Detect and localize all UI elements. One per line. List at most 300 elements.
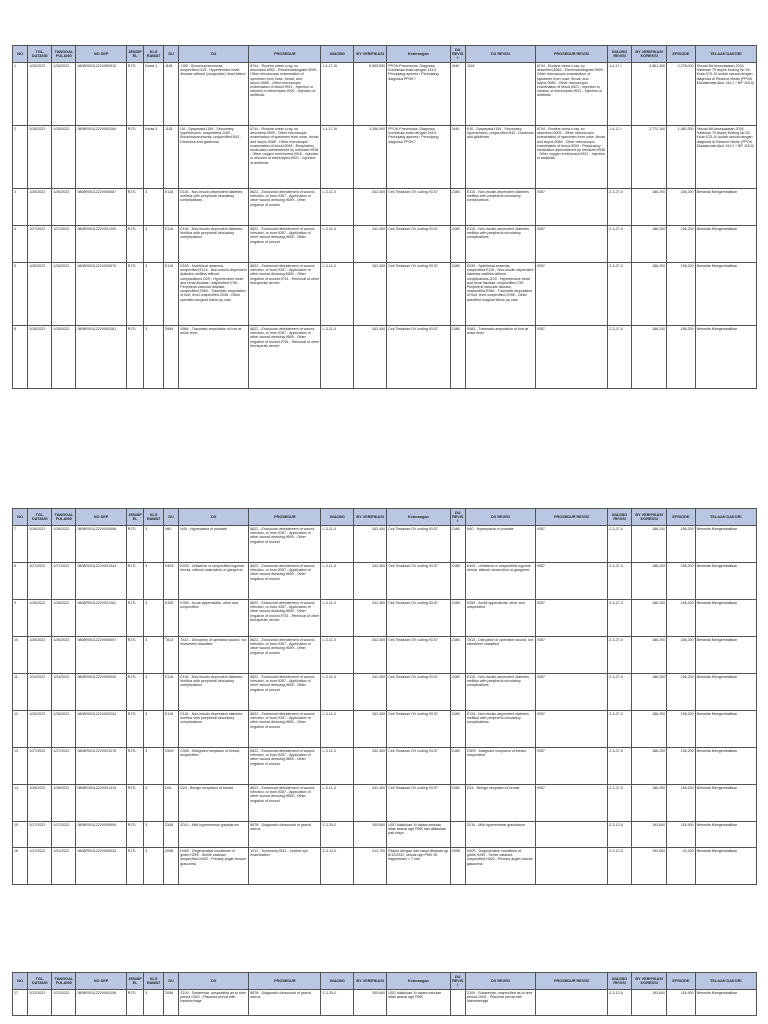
cell-telaah-dakori: Bersedia Mengembalikan <box>695 848 756 885</box>
column-header-no-sep: NO SEP <box>76 509 126 526</box>
cell-prosedur-revisi: 9357 <box>535 226 607 263</box>
cell-tgl-pulang: 1/21/2022 <box>52 848 76 885</box>
column-header-by-verifikasi-koreksi: BY VERIFIKASI KOREKSI <box>632 973 667 990</box>
cell-kls-rawat: 3 <box>144 189 164 226</box>
cell-no-sep: 0808R0011222V000184 <box>76 126 126 189</box>
cell-du-revisi: Z480 <box>450 674 465 711</box>
cell-prosedur: 8622 - Excisional debridement of wound, infection, or burn,9357 - Application of other wound dressing,9659 - Other irrigation of wound <box>249 189 321 226</box>
cell-du: E116 <box>163 189 178 226</box>
cell-no-sep: 0808R0011222V001261 <box>76 600 126 637</box>
cell-by-verifikasi-koreksi: 2,772,100 <box>632 126 667 189</box>
cell-dx: N40 - Hyperplasia of prostate <box>179 526 249 563</box>
cell-tgl-datang: 1/22/2022 <box>28 990 52 1016</box>
cell-inacbg-revisi: J-4-17-I <box>608 63 632 126</box>
cell-tgl-pulang: 1/28/2022 <box>52 600 76 637</box>
header-row <box>13 973 757 990</box>
table-row <box>13 990 757 1016</box>
cell-inacbg: L-3-11-II <box>321 637 354 674</box>
cell-kls-rawat: 3 <box>144 600 164 637</box>
table-row <box>13 748 757 785</box>
cell-telaah-dakori: Bersedia Mengembalikan <box>695 263 756 326</box>
cell-du-revisi: Z480 <box>450 711 465 748</box>
cell-no-sep: 0808R0011222V001292 <box>76 226 126 263</box>
cell-tgl-datang: 1/25/2022 <box>28 711 52 748</box>
cell-inacbg-revisi: Z-3-27-0 <box>608 600 632 637</box>
cell-du: D24 <box>163 785 178 822</box>
cell-by-verifikasi: 6,599,800 <box>354 63 387 126</box>
column-header-du-revisi: DU REVISI <box>450 46 465 63</box>
cell-by-verifikasi: 342,400 <box>354 711 387 748</box>
column-header-by-verifikasi-koreksi: BY VERIFIKASI KOREKSI <box>632 46 667 63</box>
cell-tgl-datang: 1/21/2022 <box>28 848 52 885</box>
cell-kls-rawat: 3 <box>144 637 164 674</box>
cell-du: E116 <box>163 711 178 748</box>
cell-by-verifikasi: 342,400 <box>354 526 387 563</box>
column-header-inacbg-revisi: INACBG REVISI <box>608 46 632 63</box>
cell-du: J181 <box>163 126 178 189</box>
cell-by-verifikasi: 342,400 <box>354 563 387 600</box>
cell-du: N40 <box>163 526 178 563</box>
cell-inacbg-revisi: Z-3-27-0 <box>608 263 632 326</box>
cell-kls-rawat: 3 <box>144 563 164 600</box>
cell-by-verifikasi: 3,396,400 <box>354 126 387 189</box>
cell-prosedur: 8744 - Routine chest x-ray, so described,8962 - Electrocardiogram,9009 - Other microscopic examination of specimen from nose, throat, and larynx,9089 - Other microscopic examination of blood,9921 - Injection or infusion of electrolytes,9921 - Injection of antibiotic <box>249 63 321 126</box>
table-row <box>13 600 757 637</box>
cell-tgl-datang: 1/28/2022 <box>28 600 52 637</box>
column-header-jenispel: JENISPEL <box>126 973 144 990</box>
cell-dx-revisi: E116 - Non-insulin-dependent diabetes mellitus with peripheral circulatory complications <box>465 226 535 263</box>
column-header-du: DU <box>163 973 178 990</box>
cell-inacbg-revisi: Z-3-27-0 <box>608 226 632 263</box>
cell-du: C509 <box>163 748 178 785</box>
cell-prosedur-revisi: 9357 <box>535 189 607 226</box>
column-header-episode: EPISODE <box>667 46 695 63</box>
verification-table-page-3 <box>12 972 757 1016</box>
column-header-tgl-pulang: TANGGAL PULANG <box>52 46 76 63</box>
cell-no: 17 <box>13 990 28 1016</box>
cell-prosedur-revisi: 9357 <box>535 526 607 563</box>
cell-jenispel: RJTL <box>126 848 144 885</box>
verification-table-page-1 <box>12 45 757 389</box>
cell-prosedur: 8744 - Routine chest x-ray, so described,9009 - Other microscopic examination of specimen from nose, throat, and larynx,9089 - Other microscopic examination of blood,9094 - Respiratory medication administered by nebulizer,9938 - Other oxygen enrichment,9918 - Injection or infusion of electrolytes,9921 - Injection of antibiotic <box>249 126 321 189</box>
cell-inacbg-revisi: Z-3-27-0 <box>608 637 632 674</box>
cell-du: Z348 <box>163 822 178 848</box>
cell-jenispel: RJTL <box>126 126 144 189</box>
column-header-du: DU <box>163 46 178 63</box>
cell-dx-revisi: N40 - Hyperplasia of prostate <box>465 526 535 563</box>
cell-by-verifikasi: 342,400 <box>354 785 387 822</box>
cell-jenispel: RJTL <box>126 990 144 1016</box>
cell-du-revisi: Z098 <box>450 848 465 885</box>
cell-tgl-pulang: 1/25/2022 <box>52 326 76 389</box>
cell-du: E116 <box>163 226 178 263</box>
cell-dx-revisi: E116 - Non-insulin-dependent diabetes mellitus with peripheral circulatory complications <box>465 711 535 748</box>
cell-du: Z098 <box>163 990 178 1016</box>
verification-table-page-2 <box>12 508 757 885</box>
cell-keterangan: Cek Tindakan GV coding 93.57 <box>387 326 450 389</box>
cell-keterangan: PPOK-Pneumonia. Diagnosa Kombinasi bukti dengan J44.0. Penunjang apnoea / Penunjang diagnosa PPOK? <box>387 63 450 126</box>
cell-jenispel: RJTL <box>126 600 144 637</box>
cell-prosedur: 8622 - Excisional debridement of wound, infection, or burn,9357 - Application of other wound dressing,9659 - Other irrigation of wound,9751 - Removal of other therapeutic device <box>249 326 321 389</box>
cell-dx-revisi: H400 - Degenerative conditions of globe,H269 - Senile cataract, unspecified,H402 - Primary angle-closure glaucoma <box>465 848 535 885</box>
cell-episode: 156,200 <box>667 263 695 326</box>
cell-jenispel: RJTL <box>126 748 144 785</box>
column-header-episode: EPISODE <box>667 973 695 990</box>
column-header-telaah-dakori: TELAAH DAKORI <box>695 509 756 526</box>
cell-prosedur-revisi <box>535 822 607 848</box>
cell-dx-revisi: C509 - Malignant neoplasm of breast, unspecified <box>465 748 535 785</box>
cell-by-verifikasi-koreksi: 186,200 <box>632 189 667 226</box>
column-header-episode: EPISODE <box>667 509 695 526</box>
cell-episode: 116,900 <box>667 822 695 848</box>
cell-dx: Z010 - Mild hyperemesis gravidarum <box>179 822 249 848</box>
cell-telaah-dakori: Bersedia Mengembalikan <box>695 226 756 263</box>
cell-no: 7 <box>13 526 28 563</box>
cell-telaah-dakori: Bersedia Mengembalikan <box>695 748 756 785</box>
cell-inacbg: L-3-11-II <box>321 674 354 711</box>
column-header-prosedur: PROSEDUR <box>249 973 321 990</box>
cell-keterangan: Pasien dengan dan nasal dibawah tgl 8/12/2022, sesuai dgn PMK 26 fragmentasi = 7 hari <box>387 848 450 885</box>
cell-jenispel: RJTL <box>126 563 144 600</box>
cell-kls-rawat: Kelas 1 <box>144 63 164 126</box>
column-header-prosedur-revisi: PROSEDUR REVISI <box>535 46 607 63</box>
cell-inacbg-revisi: Z-3-27-0 <box>608 526 632 563</box>
cell-keterangan: USG dilakukan 2x dalam sebulan tidak sesuai dgn PMK <box>387 990 450 1016</box>
cell-keterangan: Cek Tindakan GV coding 93.57 <box>387 674 450 711</box>
column-header-inacbg-revisi: INACBG REVISI <box>608 973 632 990</box>
cell-inacbg-revisi: Z-3-27-0 <box>608 326 632 389</box>
cell-telaah-dakori: Bersedia Mengembalikan <box>695 674 756 711</box>
cell-prosedur: 1011 - Tonometry,9511 - Limited eye examination <box>249 848 321 885</box>
cell-tgl-pulang: 1/27/2022 <box>52 748 76 785</box>
column-header-keterangan: Keterangan <box>387 973 450 990</box>
cell-dx: E116 - Non-insulin-dependent diabetes mellitus with peripheral circulatory complications <box>179 189 249 226</box>
cell-no-sep: 0808R0011222V000033 <box>76 848 126 885</box>
cell-no: 5 <box>13 263 28 326</box>
cell-prosedur: 8622 - Excisional debridement of wound, infection, or burn,9357 - Application of other wound dressing,9659 - Other irrigation of wound,9751 - Removal of other therapeutic device <box>249 600 321 637</box>
cell-by-verifikasi-koreksi: 193,600 <box>632 848 667 885</box>
cell-tgl-datang: 1/25/2022 <box>28 326 52 389</box>
cell-du-revisi: Z480 <box>450 563 465 600</box>
column-header-dx: DX <box>179 46 249 63</box>
cell-tgl-pulang: 1/27/2022 <box>52 226 76 263</box>
table-row <box>13 785 757 822</box>
table-row <box>13 637 757 674</box>
cell-prosedur-revisi <box>535 990 607 1016</box>
cell-prosedur: 8622 - Excisional debridement of wound, infection, or burn,9357 - Application of other wound dressing,9659 - Other irrigation of wound <box>249 785 321 822</box>
cell-prosedur-revisi: 8744 - Routine chest x-ray, so described,8962 - Electrocardiogram,9009 - Other microscopic examination of specimen from nose, throat, and larynx,9089 - Other microscopic examination of blood,9921 - Injection or infusion of electrolytes,9921 - Injection of antibiotic <box>535 63 607 126</box>
column-header-du-revisi: DU REVISI <box>450 509 465 526</box>
column-header-by-verifikasi-koreksi: BY VERIFIKASI KOREKSI <box>632 509 667 526</box>
header-row <box>13 509 757 526</box>
cell-du-revisi <box>450 990 465 1016</box>
cell-tgl-datang: 1/27/2022 <box>28 748 52 785</box>
column-header-tgl-datang: TGL. DATANG <box>28 973 52 990</box>
column-header-dx: DX <box>179 509 249 526</box>
column-header-no-sep: NO SEP <box>76 973 126 990</box>
cell-episode: 156,200 <box>667 189 695 226</box>
cell-dx: D24 - Benign neoplasm of breast <box>179 785 249 822</box>
cell-by-verifikasi: 342,400 <box>354 263 387 326</box>
cell-du-revisi: J440 <box>450 126 465 189</box>
cell-no: 12 <box>13 711 28 748</box>
cell-jenispel: RJTL <box>126 226 144 263</box>
cell-jenispel: RJTL <box>126 263 144 326</box>
column-header-prosedur: PROSEDUR <box>249 509 321 526</box>
cell-by-verifikasi-koreksi: 186,200 <box>632 637 667 674</box>
cell-no-sep: 0808R0011222V001076 <box>76 748 126 785</box>
cell-by-verifikasi: 213,700 <box>354 848 387 885</box>
cell-jenispel: RJTL <box>126 63 144 126</box>
cell-episode: 156,200 <box>667 748 695 785</box>
cell-no: 11 <box>13 674 28 711</box>
cell-prosedur-revisi: 9357 <box>535 748 607 785</box>
cell-inacbg-revisi: Z-3-27-0 <box>608 563 632 600</box>
cell-telaah-dakori: Bersedia Mengembalikan <box>695 563 756 600</box>
column-header-kls-rawat: KLS RAWAT <box>144 509 164 526</box>
cell-dx-revisi: J118 <box>465 63 535 126</box>
cell-tgl-pulang: 1/25/2022 <box>52 711 76 748</box>
cell-jenispel: RJTL <box>126 822 144 848</box>
cell-du-revisi: Z480 <box>450 748 465 785</box>
cell-kls-rawat: Kelas 3 <box>144 126 164 189</box>
table-row <box>13 63 757 126</box>
cell-du-revisi: Z480 <box>450 226 465 263</box>
cell-prosedur: 8622 - Excisional debridement of wound, infection, or burn,9357 - Application of other wound dressing,9659 - Other irrigation of wound <box>249 711 321 748</box>
cell-prosedur-revisi <box>535 848 607 885</box>
cell-tgl-pulang: 1/26/2022 <box>52 189 76 226</box>
column-header-no: NO <box>13 973 28 990</box>
cell-du: K409 <box>163 563 178 600</box>
cell-kls-rawat: 3 <box>144 748 164 785</box>
cell-jenispel: RJTL <box>126 326 144 389</box>
cell-jenispel: RJTL <box>126 785 144 822</box>
cell-tgl-datang: 1/26/2022 <box>28 263 52 326</box>
cell-episode: 116,900 <box>667 990 695 1016</box>
cell-inacbg: L-3-11-II <box>321 189 354 226</box>
cell-keterangan: Cek Tindakan GV coding 93.57 <box>387 637 450 674</box>
cell-du-revisi: J440 <box>450 63 465 126</box>
cell-dx: C509 - Malignant neoplasm of breast, unspecified <box>179 748 249 785</box>
cell-prosedur: 8622 - Excisional debridement of wound, infection, or burn,9357 - Application of other wound dressing,9659 - Other irrigation of wound <box>249 226 321 263</box>
cell-keterangan: USG dilakukan 2x dalam sebulan tidak sesuai dgn PMK dan dilakukan pad mayo <box>387 822 450 848</box>
cell-telaah-dakori: Bersedia Mengembalikan <box>695 189 756 226</box>
cell-tgl-datang: 1/24/2022 <box>28 674 52 711</box>
column-header-kls-rawat: KLS RAWAT <box>144 973 164 990</box>
cell-inacbg: L-3-11-II <box>321 563 354 600</box>
cell-inacbg: L-3-11-II <box>321 600 354 637</box>
cell-inacbg: L-3-11-II <box>321 711 354 748</box>
cell-episode: 156,200 <box>667 637 695 674</box>
cell-by-verifikasi: 342,400 <box>354 189 387 226</box>
cell-no-sep: 0808R0011222V000030 <box>76 674 126 711</box>
cell-episode: 156,200 <box>667 711 695 748</box>
cell-prosedur-revisi: 9357 <box>535 674 607 711</box>
cell-by-verifikasi: 342,400 <box>354 600 387 637</box>
cell-inacbg-revisi: Z-3-27-0 <box>608 785 632 822</box>
cell-episode: 20,200 <box>667 848 695 885</box>
cell-du: K359 <box>163 600 178 637</box>
cell-keterangan: PPOK-Pneumonia. Diagnosa Kombinasi bukti dengan J44.0. Penunjang apnoea / Penunjang diagnosa PPOK? <box>387 126 450 189</box>
cell-tgl-pulang: 1/22/2022 <box>52 990 76 1016</box>
cell-no-sep: 0808R0011222V001044 <box>76 563 126 600</box>
cell-prosedur-revisi: 9357 <box>535 563 607 600</box>
cell-no-sep: 0808R0011222V000234 <box>76 711 126 748</box>
cell-kls-rawat: 3 <box>144 326 164 389</box>
cell-telaah-dakori: Bersedia Mengembalikan <box>695 526 756 563</box>
cell-keterangan: Cek Tindakan GV coding 93.57 <box>387 711 450 748</box>
cell-no: 3 <box>13 189 28 226</box>
cell-dx: T813 - Disruption of operation wound, not elsewhere classified <box>179 637 249 674</box>
cell-by-verifikasi-koreksi: 186,200 <box>632 674 667 711</box>
column-header-keterangan: Keterangan <box>387 509 450 526</box>
column-header-by-verifikasi: BY VERIFIKASI <box>354 973 387 990</box>
cell-tgl-pulang: 1/27/2022 <box>52 563 76 600</box>
column-header-prosedur-revisi: PROSEDUR REVISI <box>535 973 607 990</box>
cell-no-sep: 0808R0011222V000676 <box>76 263 126 326</box>
cell-episode: 156,200 <box>667 226 695 263</box>
cell-inacbg-revisi: Z-3-12-0 <box>608 990 632 1016</box>
cell-no: 16 <box>13 848 28 885</box>
cell-no-sep: 0808R0011222V000568 <box>76 526 126 563</box>
cell-inacbg: Z-3-12-0 <box>321 848 354 885</box>
cell-episode: 156,200 <box>667 563 695 600</box>
cell-prosedur: 8622 - Excisional debridement of wound, infection, or burn,9357 - Application of other wound dressing,9659 - Other irrigation of wound,9751 - Removal of other therapeutic device <box>249 263 321 326</box>
cell-dx-revisi: E116 - Non-insulin-dependent diabetes mellitus with peripheral circulatory complications <box>465 189 535 226</box>
cell-du: E116 <box>163 674 178 711</box>
column-header-tgl-datang: TGL. DATANG <box>28 509 52 526</box>
table-row <box>13 711 757 748</box>
cell-telaah-dakori: Bersedia Mengembalikan <box>695 326 756 389</box>
cell-inacbg: L-3-11-II <box>321 326 354 389</box>
column-header-telaah-dakori: TELAAH DAKORI <box>695 46 756 63</box>
cell-no: 1 <box>13 63 28 126</box>
cell-jenispel: RJTL <box>126 674 144 711</box>
cell-tgl-pulang: 1/24/2022 <box>52 674 76 711</box>
cell-keterangan: Cek Tindakan GV coding 93.57 <box>387 226 450 263</box>
cell-inacbg: J-4-17-III <box>321 63 354 126</box>
column-header-jenispel: JENISPEL <box>126 46 144 63</box>
column-header-by-verifikasi: BY VERIFIKASI <box>354 509 387 526</box>
cell-dx-revisi: Z010 - Mild hyperemesis gravidarum <box>465 822 535 848</box>
cell-kls-rawat: 3 <box>144 711 164 748</box>
cell-tgl-datang: 1/26/2022 <box>28 189 52 226</box>
cell-du-revisi: Z480 <box>450 637 465 674</box>
column-header-tgl-pulang: TANGGAL PULANG <box>52 509 76 526</box>
cell-du-revisi <box>450 822 465 848</box>
cell-kls-rawat: 3 <box>144 990 164 1016</box>
cell-inacbg-revisi: Z-3-27-0 <box>608 674 632 711</box>
cell-du: E116 <box>163 263 178 326</box>
cell-by-verifikasi-koreksi: 186,200 <box>632 785 667 822</box>
column-header-dx: DX <box>179 973 249 990</box>
cell-jenispel: RJTL <box>126 637 144 674</box>
cell-dx-revisi: S984 - Traumatic amputation of foot at ankle level <box>465 326 535 389</box>
cell-by-verifikasi-koreksi: 193,600 <box>632 990 667 1016</box>
cell-jenispel: RJTL <box>126 526 144 563</box>
cell-prosedur: 8878 - Diagnostic ultrasound of gravid uterus <box>249 990 321 1016</box>
cell-tgl-datang: 1/26/2022 <box>28 526 52 563</box>
column-header-tgl-datang: TGL. DATANG <box>28 46 52 63</box>
cell-dx: K409 - Unilateral or unspecified inguinal hernia, without obstruction or gangrene <box>179 563 249 600</box>
cell-inacbg: L-3-11-II <box>321 748 354 785</box>
column-header-dx-revisi: DX REVISI <box>465 973 535 990</box>
column-header-by-verifikasi: BY VERIFIKASI <box>354 46 387 63</box>
cell-by-verifikasi: 342,400 <box>354 748 387 785</box>
cell-dx-revisi: T813 - Disruption of operation wound, not elsewhere classified <box>465 637 535 674</box>
cell-tgl-pulang: 1/28/2022 <box>52 785 76 822</box>
cell-dx-revisi: D24 - Benign neoplasm of breast <box>465 785 535 822</box>
cell-telaah-dakori: Bersedia Mengembalikan <box>695 785 756 822</box>
cell-du-revisi: Z480 <box>450 526 465 563</box>
column-header-prosedur: PROSEDUR <box>249 46 321 63</box>
cell-inacbg: Z-3-25-0 <box>321 822 354 848</box>
column-header-tgl-pulang: TANGGAL PULANG <box>52 973 76 990</box>
column-header-kls-rawat: KLS RAWAT <box>144 46 164 63</box>
cell-dx: H400 - Degenerative conditions of globe,H269 - Senile cataract, unspecified,H402 - Primary angle-closure glaucoma <box>179 848 249 885</box>
cell-prosedur: 8622 - Excisional debridement of wound, infection, or burn,9357 - Application of other wound dressing,9659 - Other irrigation of wound <box>249 526 321 563</box>
cell-tgl-datang: 1/26/2022 <box>28 637 52 674</box>
cell-tgl-datang: 1/25/2022 <box>28 126 52 189</box>
cell-by-verifikasi-koreksi: 186,200 <box>632 263 667 326</box>
column-header-jenispel: JENISPEL <box>126 509 144 526</box>
cell-prosedur: 8878 - Diagnostic ultrasound of gravid uterus <box>249 822 321 848</box>
cell-kls-rawat: 3 <box>144 848 164 885</box>
cell-prosedur-revisi: 9357 <box>535 600 607 637</box>
cell-by-verifikasi-koreksi: 186,200 <box>632 600 667 637</box>
cell-by-verifikasi: 342,400 <box>354 326 387 389</box>
cell-by-verifikasi: 342,400 <box>354 674 387 711</box>
cell-dx: J180 - Bronchopneumonia, unspecified,I119 - Hypertensive heart disease without (congestive) heart failure <box>179 63 249 126</box>
cell-by-verifikasi-koreksi: 186,200 <box>632 326 667 389</box>
cell-tgl-pulang: 1/27/2022 <box>52 822 76 848</box>
cell-du-revisi: Z480 <box>450 600 465 637</box>
cell-prosedur-revisi: 9357 <box>535 711 607 748</box>
cell-telaah-dakori: Bersedia Mengembalikan <box>695 637 756 674</box>
cell-by-verifikasi-koreksi: 186,200 <box>632 748 667 785</box>
cell-dx-revisi: K359 - Acute appendicitis, other and unspecified <box>465 600 535 637</box>
cell-by-verifikasi-koreksi: 186,200 <box>632 563 667 600</box>
cell-prosedur-revisi: 9357 <box>535 263 607 326</box>
table-row <box>13 563 757 600</box>
cell-episode: 2,278,000 <box>667 63 695 126</box>
header-row <box>13 46 757 63</box>
cell-no-sep: 0808R0011222V001315 <box>76 785 126 822</box>
cell-episode: 1,360,300 <box>667 126 695 189</box>
cell-inacbg-revisi: Z-3-27-0 <box>608 189 632 226</box>
cell-tgl-datang: 1/27/2022 <box>28 226 52 263</box>
cell-keterangan: Cek Tindakan GV coding 93.57 <box>387 785 450 822</box>
cell-dx: K359 - Acute appendicitis, other and unspecified <box>179 600 249 637</box>
cell-tgl-datang: 1/27/2022 <box>28 822 52 848</box>
cell-no-sep: 0808R0011222V000687 <box>76 189 126 226</box>
cell-no-sep: 0808R0011222V000510 <box>76 63 126 126</box>
cell-prosedur: 8622 - Excisional debridement of wound, infection, or burn,9357 - Application of other wound dressing,9659 - Other irrigation of wound <box>249 748 321 785</box>
cell-inacbg: L-3-11-II <box>321 226 354 263</box>
cell-kls-rawat: 3 <box>144 822 164 848</box>
cell-kls-rawat: 3 <box>144 263 164 326</box>
column-header-inacbg: INACBG <box>321 46 354 63</box>
cell-episode: 156,200 <box>667 526 695 563</box>
cell-keterangan: Cek Tindakan GV coding 93.57 <box>387 748 450 785</box>
column-header-inacbg: INACBG <box>321 973 354 990</box>
cell-dx: S984 - Traumatic amputation of foot at ankle level <box>179 326 249 389</box>
cell-by-verifikasi: 342,400 <box>354 226 387 263</box>
table-row <box>13 126 757 189</box>
cell-no-sep: 0808R0011222V000697 <box>76 637 126 674</box>
cell-tgl-pulang: 1/26/2022 <box>52 526 76 563</box>
cell-by-verifikasi: 305,600 <box>354 990 387 1016</box>
